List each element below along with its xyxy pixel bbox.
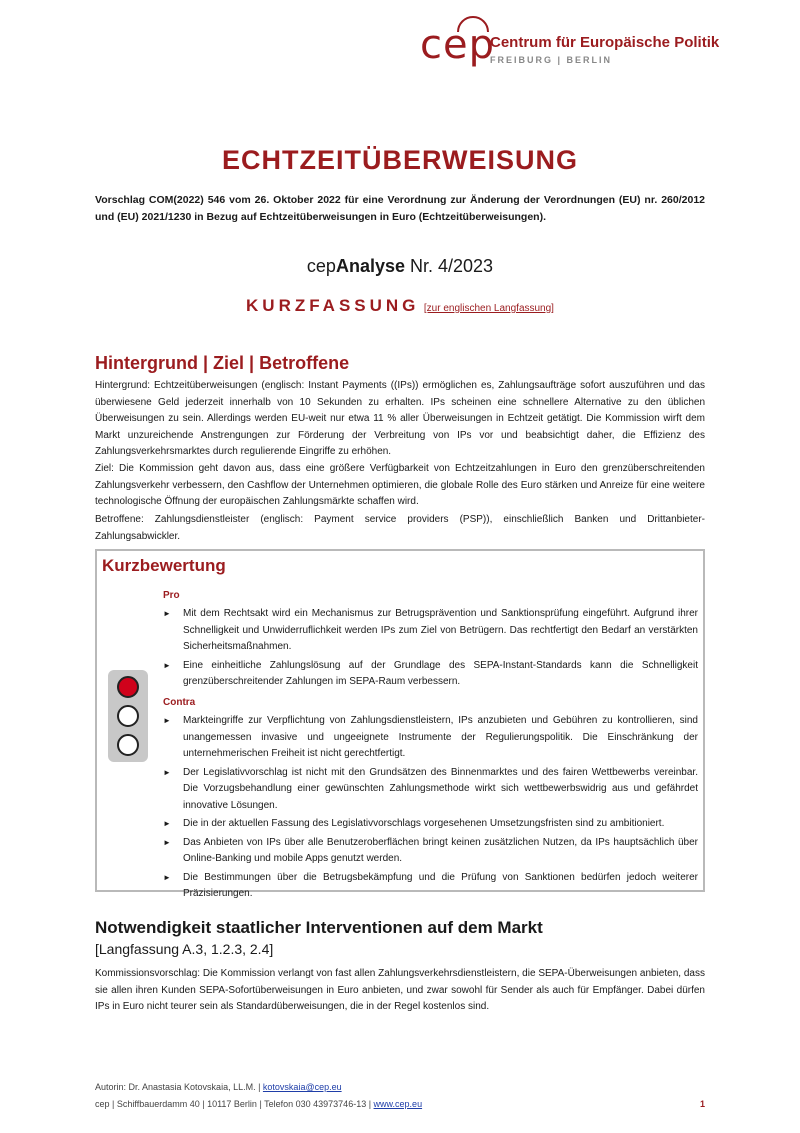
paragraph-ziel: Ziel: Die Kommission geht davon aus, dass eine größere Verfügbarkeit von Echtzeitzahlungen in Euro den grenzüberschreitenden Zahlungsverkehr verbessern, den Cashflow der Unternehmen optimieren, die globale Rolle des Euro stärken und Anreize für eine weitere technologische Öffnung der europäischen Zahlungsmärkte schaffen wird. (95, 463, 705, 507)
pro-text: Eine einheitliche Zahlungslösung auf der Grundlage des SEPA-Instant-Standards kann die Schnelligkeit grenzüberschreitender Zahlungen im SEPA-Raum verbessern. (183, 659, 698, 687)
traffic-light-yellow (117, 705, 139, 727)
list-item (163, 658, 698, 691)
kurzbewertung-heading: Kurzbewertung (102, 556, 226, 575)
list-item (163, 870, 698, 903)
website-link[interactable]: www.cep.eu (373, 1099, 423, 1109)
bullet-icon: ► (163, 609, 171, 618)
bullet-icon: ► (163, 716, 171, 725)
pro-text: Mit dem Rechtsakt wird ein Mechanismus zur Betrugsprävention und Sanktionsprüfung eingeführt. Aufgrund ihrer Schnelligkeit und Unwiderruflichkeit werden IPs zum Ziel von Betrügern. Das rechtfertigt den Bedarf an verstärkten Sicherheitsmaßnahmen. (183, 608, 698, 652)
contra-text: Der Legislativvorschlag ist nicht mit den Grundsätzen des Binnenmarktes und des fairen Wettbewerbs vereinbar. Die Vorzugsbehandlung einer gewünschten Zahlungsmethode wirkt sich wettbewerbswidrig aus und gefährdet innovative Lösungen. (183, 766, 698, 811)
kurzfassung-header (0, 296, 800, 316)
footer-address (95, 1099, 422, 1109)
bullet-icon: ► (163, 837, 171, 847)
footer-author (95, 1082, 342, 1092)
page-title: ECHTZEITÜBERWEISUNG (221, 145, 578, 175)
paragraph-kommissionsvorschlag: Kommissionsvorschlag: Die Kommission verlangt von fast allen Zahlungsverkehrsdienstleistern, die SEPA-Überweisungen anbieten, dass sie allen ihren Kunden SEPA-Sofortüberweisungen in Euro anbieten, und zwar sowohl für Sender als auch für Empfänger. Dabei dürfen IPs in Euro nicht teurer sein als Standardüberweisungen, die in der Regel kostenlos sind. (95, 968, 705, 1012)
logo: cep (420, 22, 495, 68)
traffic-light-red (117, 676, 139, 698)
author-text: Autorin: Dr. Anastasia Kotovskaia, LL.M. | (95, 1082, 263, 1092)
address-text: cep | Schiffbauerdamm 40 | 10117 Berlin | Telefon 030 43973746-13 | (95, 1099, 374, 1109)
pro-label: Pro (163, 590, 180, 601)
org-city: FREIBURG | BERLIN (490, 55, 613, 65)
bullet-icon: ► (163, 767, 171, 777)
page-number: 1 (700, 1099, 706, 1109)
org-name: Centrum für Europäische Politik (490, 34, 720, 51)
kurzfassung-label: KURZFASSUNG (246, 296, 420, 315)
bullet-icon: ► (163, 660, 171, 670)
contra-label: Contra (163, 697, 196, 708)
contra-text: Markteingriffe zur Verpflichtung von Zahlungsdienstleistern, IPs anzubieten und Gebühren zu kontrollieren, sind unangemessen invasive und ungeeignete Instrumente der Regulierungspolitik. Die Einschränkung der unternehmerischen Freiheit ist nicht gerechtfertigt. (183, 715, 698, 759)
english-version-link[interactable]: [zur englischen Langfassung] (423, 303, 554, 314)
list-item (163, 606, 698, 656)
langfassung-reference: [Langfassung A.3, 1.2.3, 2.4] (95, 941, 274, 957)
analyse-suffix: Nr. 4/2023 (405, 256, 494, 276)
contra-text: Die Bestimmungen über die Betrugsbekämpfung und die Prüfung von Sanktionen bedürfen jedoch weiterer Präzisierungen. (183, 871, 698, 899)
traffic-light-green (117, 734, 139, 756)
list-item (163, 816, 698, 833)
section-heading-background: Hintergrund | Ziel | Betroffene (95, 353, 350, 373)
paragraph-hintergrund: Hintergrund: Echtzeitüberweisungen (englisch: Instant Payments ((IPs)) ermöglichen es, Zahlungsaufträge sofort auszuführen und das überwiesene Geld jederzeit innerhalb von 10 Sekunden zu erhalten. IPs scheinen eine schnellere Alternative zu den üblichen Überweisungen zu sein. Allerdings werden EU-weit nur etwa 11 % aller Überweisungen in Echtzeit getätigt. Die Kommission wirft dem Markt unzureichende Anstrengungen zur Förderung der Verbreitung von IPs vor und beabsichtigt daher, die Effizienz des Zahlungsverkehrsmarktes durch regulierende Eingriffe zu erhöhen. (95, 380, 705, 457)
bullet-icon: ► (163, 819, 171, 828)
analyse-bold: Analyse (335, 256, 405, 276)
traffic-light-icon (108, 670, 148, 762)
section-heading-intervention: Notwendigkeit staatlicher Interventionen auf dem Markt (95, 918, 543, 937)
author-email-link[interactable]: kotovskaia@cep.eu (262, 1082, 342, 1092)
paragraph-betroffene: Betroffene: Zahlungsdienstleister (englisch: Payment service providers (PSP)), einschließlich Banken und Drittanbieter-Zahlungsabwickler. (95, 514, 705, 542)
analyse-number (0, 256, 800, 277)
list-item (163, 835, 698, 868)
proposal-reference: Vorschlag COM(2022) 546 vom 26. Oktober 2022 für eine Verordnung zur Änderung der Verordnungen (EU) nr. 260/2012 und (EU) 2021/1230 in Bezug auf Echtzeitüberweisungen in Euro (Echtzeitüberweisungen). (95, 194, 705, 223)
contra-text: Das Anbieten von IPs über alle Benutzeroberflächen bringt keinen zusätzlichen Nutzen, da IPs hauptsächlich über Online-Banking und mobile Apps genutzt werden. (183, 836, 698, 864)
bullet-icon: ► (163, 872, 171, 882)
list-item (163, 713, 698, 763)
list-item (163, 765, 698, 815)
contra-list (163, 713, 698, 905)
analyse-prefix: cep (306, 256, 336, 276)
contra-text: Die in der aktuellen Fassung des Legislativvorschlags vorgesehenen Umsetzungsfristen sind zu ambitioniert. (183, 818, 665, 829)
pro-list (163, 606, 698, 693)
